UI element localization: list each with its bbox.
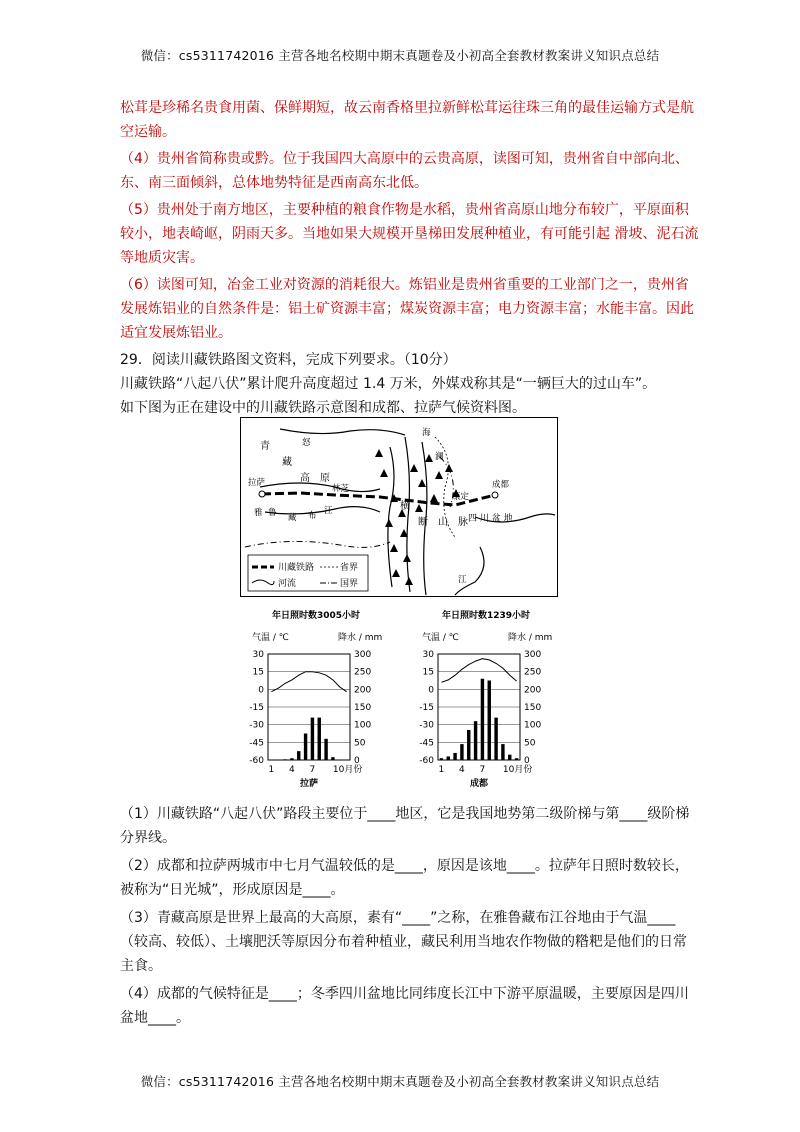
answer-section: [120, 96, 700, 420]
left-tick-label: 15: [422, 667, 434, 678]
right-tick-label: 100: [354, 720, 372, 731]
map-label: 高: [300, 473, 310, 484]
legend-railway: 川藏铁路: [278, 563, 315, 573]
x-tick-label: 1: [438, 765, 445, 775]
precip-bar: [331, 757, 334, 760]
page-header: 微信：cs5311742016 主营各地名校期中期末真题卷及小初高全套教材教案讲义知识点总结: [140, 48, 660, 63]
left-tick-label: 30: [252, 650, 264, 660]
map-label: 江: [324, 506, 333, 516]
precip-bar: [290, 758, 293, 760]
answer-paragraph: （6）读图可知，冶金工业对资源的消耗很大。炼铝业是贵州省重要的工业部门之一，贵州省发展炼铝业的自然条件是：铝土矿资源丰富；煤炭资源丰富；电力资源丰富；水能丰富。因此适宜发展炼铝业。: [120, 277, 694, 341]
x-tick-label: 4: [289, 765, 295, 775]
x-tick-label: 1: [268, 765, 275, 775]
city-label: 拉萨: [299, 779, 319, 789]
question-title: 29．阅读川藏铁路图文资料，完成下列要求。（10分）: [120, 352, 457, 368]
question-item: （4）成都的气候特征是____；冬季四川盆地比同纬度长江中下游平原温暖，主要原因是四川盆地____。: [120, 986, 689, 1026]
map-label: 藏: [282, 457, 292, 468]
map-label: 鲁: [268, 508, 277, 518]
x-tick-label: 7: [479, 765, 486, 775]
map-label: 怒: [302, 438, 311, 448]
precip-bar: [494, 718, 497, 760]
map-label: 雅: [254, 508, 263, 518]
right-tick-label: 150: [524, 703, 542, 713]
precip-bar: [474, 721, 477, 760]
page-footer: 微信：cs5311742016 主营各地名校期中期末真题卷及小初高全套教材教案讲义知识点总结: [140, 1074, 660, 1089]
right-tick-label: 100: [524, 720, 542, 731]
precip-bar: [460, 744, 463, 760]
map-label: 脉: [458, 517, 468, 528]
answer-paragraph: （5）贵州处于南方地区，主要种植的粮食作物是水稻，贵州省高原山地分布较广，平原面积较小，地表崎岖，阴雨天多。当地如果大规模开垦梯田发展种植业，有可能引起 滑坡、泥石流等地质灾害。: [120, 202, 699, 266]
intro-line: 川藏铁路“八起八伏”累计爬升高度超过 1.4 万米，外媒戏称其是“一辆巨大的过山车”。: [120, 376, 657, 392]
legend-province: 省界: [340, 563, 359, 573]
right-tick-label: 0: [524, 756, 530, 766]
left-tick-label: -60: [419, 756, 434, 766]
precip-bar: [481, 679, 484, 760]
y-right-label: 降水 / mm: [508, 633, 553, 643]
temperature-line: [441, 659, 516, 683]
answer-paragraph: 松茸是珍稀名贵食用菌、保鲜期短，故云南香格里拉新鲜松茸运往珠三角的最佳运输方式是航空运输。: [120, 100, 694, 140]
map-legend: [248, 555, 368, 591]
precip-bar: [318, 718, 321, 760]
precip-bar: [467, 730, 470, 760]
x-tick-label: 10月份: [332, 765, 363, 775]
legend-river: 河流: [278, 579, 297, 589]
left-tick-label: 0: [258, 685, 264, 696]
sichuan-tibet-railway-map: [240, 417, 558, 597]
right-tick-label: 200: [354, 685, 372, 696]
intro-line: 如下图为正在建设中的川藏铁路示意图和成都、拉萨气候资料图。: [120, 400, 526, 416]
left-tick-label: 30: [422, 650, 434, 660]
right-tick-label: 250: [524, 667, 542, 678]
right-tick-label: 0: [354, 756, 360, 766]
map-label: 原: [320, 473, 330, 484]
map-label-linzhi: 林芝: [332, 484, 350, 494]
right-tick-label: 50: [354, 738, 366, 749]
city-label: 成都: [469, 779, 489, 789]
precip-bar: [283, 759, 286, 760]
temperature-line: [271, 672, 346, 692]
right-tick-label: 300: [354, 650, 372, 660]
map-label-kangding: 康定: [452, 492, 470, 502]
map-label: 山: [438, 517, 448, 528]
map-label-sichuan-basin: 四 川 盆 地: [468, 514, 513, 524]
chart-title: 年日照时数1239小时: [441, 611, 531, 621]
y-right-label: 降水 / mm: [338, 633, 383, 643]
precip-bar: [324, 739, 327, 760]
precip-bar: [501, 744, 504, 760]
legend-national: 国界: [340, 579, 359, 589]
y-left-label: 气温 / ℃: [422, 633, 459, 643]
precip-bar: [515, 758, 518, 760]
left-tick-label: -30: [419, 720, 434, 731]
left-tick-label: -45: [249, 738, 264, 749]
precip-bar: [488, 681, 491, 761]
right-tick-label: 250: [354, 667, 372, 678]
right-tick-label: 50: [524, 738, 536, 749]
map-label: 藏: [288, 513, 297, 523]
left-tick-label: 0: [428, 685, 434, 696]
map-label: 横: [400, 501, 410, 512]
precip-bar: [447, 756, 450, 760]
map-label: 澜: [435, 452, 444, 462]
precip-bar: [440, 758, 443, 760]
y-left-label: 气温 / ℃: [252, 633, 289, 643]
map-label: 江: [458, 575, 467, 585]
right-tick-label: 300: [524, 650, 542, 660]
left-tick-label: -45: [419, 738, 434, 749]
left-tick-label: -15: [419, 703, 434, 713]
left-tick-label: 15: [252, 667, 264, 678]
left-tick-label: -15: [249, 703, 264, 713]
question-item: （2）成都和拉萨两城市中七月气温较低的是____，原因是该地____。拉萨年日照时数较长，被称为“日光城”，形成原因是____。: [120, 858, 689, 898]
map-label-chengdu: 成都: [492, 480, 510, 490]
map-label: 布: [308, 511, 317, 521]
map-label: 断: [418, 517, 428, 528]
precip-bar: [508, 755, 511, 760]
precip-bar: [304, 734, 307, 761]
answer-paragraph: （4）贵州省简称贵或黔。位于我国四大高原中的云贵高原，读图可知，贵州省自中部向北、东、南三面倾斜，总体地势特征是西南高东北低。: [120, 151, 689, 191]
map-label: 海: [422, 428, 431, 438]
precip-bar: [453, 753, 456, 760]
chart-title: 年日照时数3005小时: [271, 611, 361, 621]
question-item: （1）川藏铁路“八起八伏”路段主要位于____地区，它是我国地势第二级阶梯与第____级阶梯分界线。: [120, 806, 690, 846]
left-tick-label: -30: [249, 720, 264, 731]
x-tick-label: 10月份: [502, 765, 533, 775]
precip-bar: [311, 718, 314, 760]
question-item: （3）青藏高原是世界上最高的大高原，素有“____”之称，在雅鲁藏布江谷地由于气温____（较高、较低）、土壤肥沃等原因分布着种植业，藏民利用当地农作物做的糌粑是他们的日常主食。: [120, 910, 687, 974]
x-tick-label: 7: [309, 765, 316, 775]
climate-charts: [238, 606, 562, 802]
x-tick-label: 4: [459, 765, 465, 775]
precip-bar: [297, 751, 300, 760]
map-label-lhasa: 拉萨: [248, 478, 266, 488]
questions-section: [120, 802, 700, 1034]
left-tick-label: -60: [249, 756, 264, 766]
map-label: 青: [260, 441, 270, 452]
right-tick-label: 200: [524, 685, 542, 696]
right-tick-label: 150: [354, 703, 372, 713]
